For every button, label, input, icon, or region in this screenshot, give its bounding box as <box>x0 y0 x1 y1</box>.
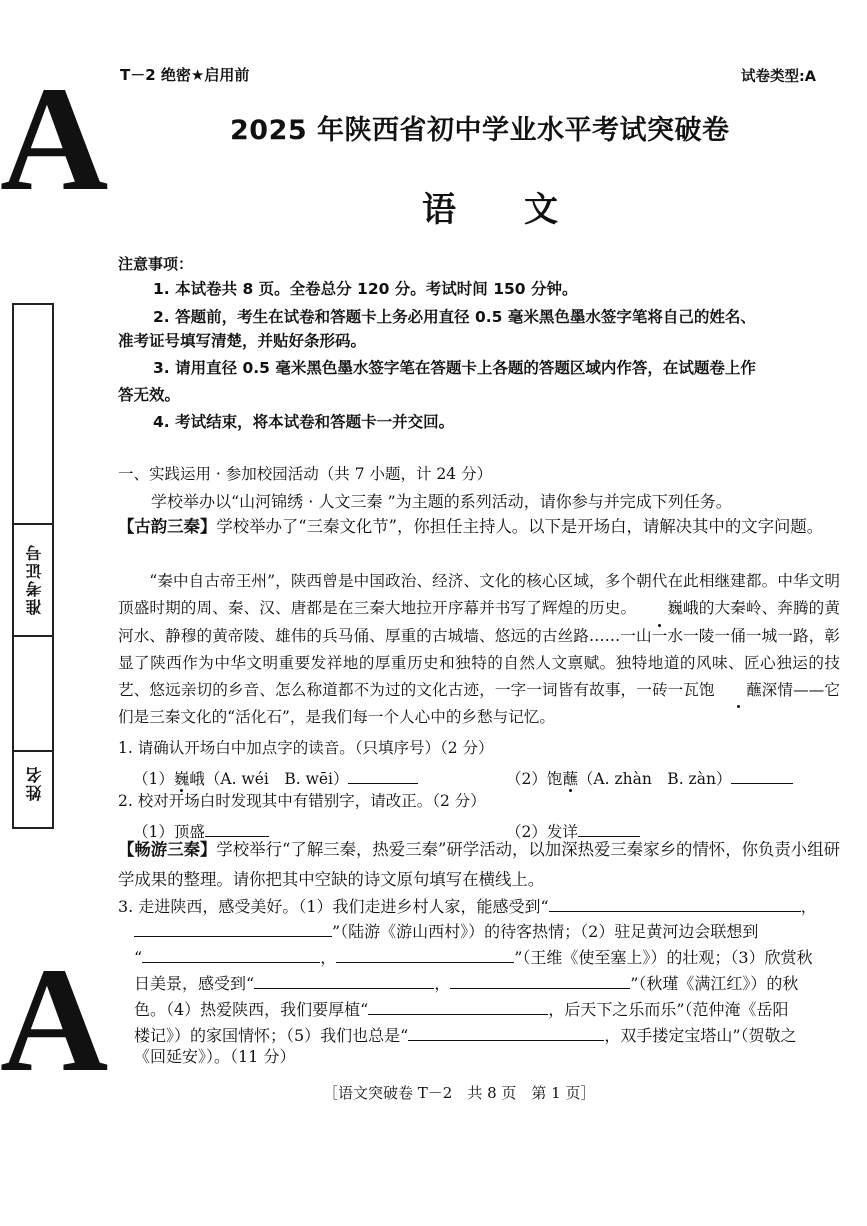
q1-2-answer-blank[interactable] <box>731 767 793 784</box>
binding-margin-box <box>12 303 54 829</box>
q3-line-2 <box>134 920 758 940</box>
note-3a: 3. 请用直径 0.5 毫米黑色墨水签字笔在答题卡上各题的答题区域内作答，在试题卷上作 <box>153 359 756 377</box>
q3-text: 3. 走进陕西，感受美好。（1）我们走进乡村人家，能感受到“ <box>118 897 549 916</box>
section-intro: 学校举办以“山河锦绣 · 人文三秦 ”为主题的系列活动，请你参与并完成下列任务。 <box>151 492 732 511</box>
q1-1-prefix: （1） <box>133 770 174 788</box>
q3-line-6 <box>134 1024 797 1044</box>
paper-type-letter-top: A <box>0 56 109 222</box>
paper-type: 试卷类型:A <box>741 69 817 85</box>
q3-blank-1a[interactable] <box>549 895 801 912</box>
q3-text: 色。（4）热爱陕西，我们要厚植“ <box>134 1000 369 1019</box>
q3-text: 楼记》）的家国情怀；（5）我们也总是“ <box>134 1026 409 1045</box>
exam-number-label: 准考证号 <box>25 543 44 615</box>
q3-punct: ， <box>320 948 337 967</box>
task2-paragraph <box>118 835 840 894</box>
q3-blank-3b[interactable] <box>450 972 630 989</box>
q3-blank-1b[interactable] <box>134 920 332 937</box>
q1-1-answer-blank[interactable] <box>348 767 418 784</box>
q3-line-3 <box>134 946 813 966</box>
divider <box>14 635 52 637</box>
q3-text: ”（王维《使至塞上》）的壮观；（3）欣赏秋 <box>514 948 813 967</box>
dotted-char-wei: 巍 <box>636 595 683 622</box>
task1-paragraph <box>118 512 840 542</box>
q3-blank-3a[interactable] <box>254 972 434 989</box>
opening-passage <box>118 568 840 732</box>
question-2: 2. 校对开场白时发现其中有错别字，请改正。（2 分） <box>118 792 486 810</box>
q3-blank-5[interactable] <box>408 1024 604 1041</box>
q2-1-label: （1）顶盛 <box>133 823 205 841</box>
q3-line-4 <box>134 972 798 992</box>
subject-title: 语 文 <box>422 190 558 230</box>
page-footer: ［语文突破卷 T－2 共 8 页 第 1 页］ <box>323 1084 596 1102</box>
q3-punct: ， <box>800 897 817 916</box>
note-2b: 准考证号填写清楚，并贴好条形码。 <box>118 332 367 350</box>
q3-blank-2b[interactable] <box>336 946 514 963</box>
q1-2-options: （A. zhàn B. zàn） <box>577 770 732 788</box>
question-1: 1. 请确认开场白中加点字的读音。（只填序号）（2 分） <box>118 739 494 757</box>
task1-text: 学校举办了“三秦文化节”，你担任主持人。以下是开场白，请解决其中的文字问题。 <box>216 517 824 536</box>
note-2a: 2. 答题前，考生在试卷和答题卡上务必用直径 0.5 毫米黑色墨水签字笔将自己的姓名、 <box>153 308 756 326</box>
secret-label: T－2 绝密★启用前 <box>120 66 250 84</box>
q3-blank-4[interactable] <box>368 998 548 1015</box>
dotted-char-zhan: 蘸 <box>715 677 762 704</box>
note-3b: 答无效。 <box>118 386 181 404</box>
passage-part-2: 的大秦岭、奔腾的黄河水、静穆的黄帝陵、雄伟的兵马俑、厚重的古城墙、悠远的古丝路……一山一水一陵一俑一城一路，彰显了陕西作为中华文明重要发祥地的厚重历史和独特的自然人文禀赋。独特地道的风味、匠心独运的技艺、悠远亲切的乡音、怎么称道都不为过的文化古迹，一字一词皆有故事，一砖一瓦饱 <box>118 599 840 700</box>
note-4: 4. 考试结束，将本试卷和答题卡一并交回。 <box>153 413 455 431</box>
q3-line-5 <box>134 998 789 1018</box>
q3-punct: “ <box>134 948 143 967</box>
q3-punct: ， <box>434 974 451 993</box>
divider <box>14 750 52 752</box>
q3-line-1 <box>118 895 817 915</box>
q3-text: 日美景，感受到“ <box>134 974 255 993</box>
name-label: 姓名 <box>25 765 44 801</box>
divider <box>14 523 52 525</box>
q1-option-2 <box>506 767 793 788</box>
q3-text: ”（陆游《游山西村》）的待客热情；（2）驻足黄河边会联想到 <box>332 922 759 941</box>
q1-2-dotted-char: 蘸 <box>562 770 578 788</box>
page-title: 2025 年陕西省初中学业水平考试突破卷 <box>230 115 730 146</box>
q1-1-options: 峨（A. wéi B. wēi） <box>189 770 349 788</box>
q1-option-1 <box>133 767 418 788</box>
q1-1-dotted-char: 巍 <box>173 770 190 788</box>
q3-text: ，双手搂定宝塔山”（贺敬之 <box>604 1026 797 1045</box>
paper-type-letter-bottom: A <box>0 937 109 1103</box>
task2-tag: 【畅游三秦】 <box>118 840 217 859</box>
q3-text: ，后天下之乐而乐”（范仲淹《岳阳 <box>548 1000 789 1019</box>
section-heading: 一、实践运用 · 参加校园活动（共 7 小题，计 24 分） <box>118 465 493 483</box>
task1-tag: 【古韵三秦】 <box>118 517 217 536</box>
passage-part-3: 深情——它们是三秦文化的“活化石”，是我们每一个人心中的乡愁与记忆。 <box>118 681 840 727</box>
q2-2-label: （2）发详 <box>506 823 578 841</box>
q3-line-7: 《回延安》）。（11 分） <box>134 1047 296 1066</box>
q1-2-prefix: （2）饱 <box>506 770 563 788</box>
task2-text: 学校举行“了解三秦，热爱三秦”研学活动，以加深热爱三秦家乡的情怀，你负责小组研学成果的整理。请你把其中空缺的诗文原句填写在横线上。 <box>118 840 840 889</box>
notes-heading: 注意事项： <box>118 255 194 273</box>
q3-text: ”（秋瑾《满江红》）的秋 <box>630 974 799 993</box>
note-1: 1. 本试卷共 8 页。全卷总分 120 分。考试时间 150 分钟。 <box>153 280 578 298</box>
q3-blank-2a[interactable] <box>142 946 320 963</box>
passage-part-1: “秦中自古帝王州”，陕西曾是中国政治、经济、文化的核心区域，多个朝代在此相继建都。中华文明顶盛时期的周、秦、汉、唐都是在三秦大地拉开序幕并书写了辉煌的历史。 <box>118 572 840 618</box>
passage-char: 峨 <box>682 599 699 618</box>
